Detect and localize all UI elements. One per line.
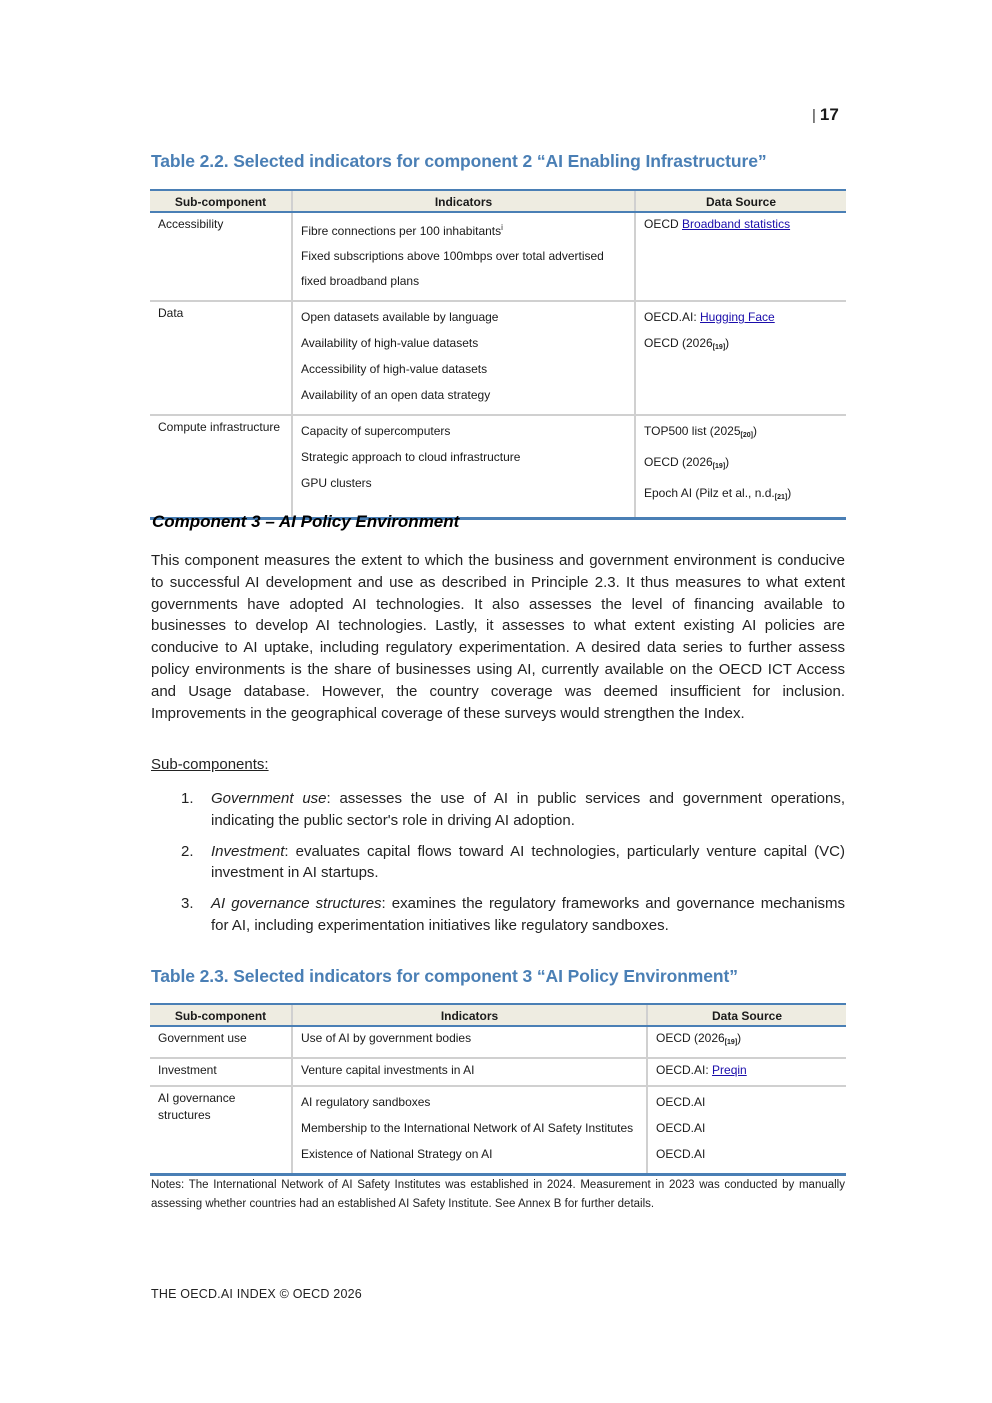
sub-component-cell: Data	[158, 306, 184, 320]
page-number-value: 17	[819, 105, 839, 124]
reference-marker: [20]	[740, 432, 753, 439]
data-source: OECD.AI	[656, 1147, 706, 1161]
list-number: 3.	[181, 895, 194, 913]
indicator: AI regulatory sandboxes	[301, 1095, 431, 1109]
preqin-link[interactable]: Preqin	[712, 1063, 747, 1077]
header-data-source: Data Source	[635, 190, 846, 212]
header-sub-component: Sub-component	[150, 1004, 292, 1026]
table-row	[150, 1058, 846, 1086]
table-row	[150, 1086, 846, 1175]
header-indicators: Indicators	[292, 190, 635, 212]
list-text: : assesses the use of AI in public services and government operations, indicating the public sector's role in driving AI adoption.	[211, 790, 846, 829]
data-source-cell: OECD Broadband statistics	[635, 212, 846, 301]
list-item	[181, 893, 845, 937]
sub-components-list	[181, 788, 845, 946]
indicator: GPU clusters	[301, 476, 372, 490]
list-number: 2.	[181, 842, 194, 860]
table-row	[150, 212, 846, 301]
indicators-cell	[292, 1086, 647, 1175]
footnote-marker: i	[501, 223, 503, 232]
indicator: Availability of high-value datasets	[301, 336, 479, 350]
indicator: Capacity of supercomputers	[301, 424, 451, 438]
header-data-source: Data Source	[647, 1004, 846, 1026]
data-source: OECD $(2026_{[19]})$	[644, 455, 730, 470]
data-source: Epoch AI (Pilz et al., $n.d._{[21]}$)	[644, 486, 792, 501]
data-source-cell	[635, 301, 846, 415]
reference-marker: [21]	[774, 494, 788, 501]
list-text: : evaluates capital flows toward AI technologies, particularly venture capital (VC) investment in AI startups.	[211, 842, 845, 882]
data-source: OECD.AI	[656, 1121, 706, 1135]
indicators-cell: Venture capital investments in AI	[292, 1058, 647, 1086]
page-number	[812, 105, 839, 125]
table-row	[150, 301, 846, 415]
indicators-cell	[292, 212, 635, 301]
table-notes: Notes: The International Network of AI Safety Institutes was established in 2024. Measurement in 2023 was conducted by manually assessing whether countries had an established AI Safety Institute. See Annex B for further details.	[151, 1179, 845, 1210]
hugging-face-link[interactable]: Hugging Face	[700, 310, 775, 324]
data-source-cell	[635, 415, 846, 519]
reference-marker: [19]	[712, 463, 726, 470]
table-row	[150, 415, 846, 519]
sub-component-cell: Accessibility	[158, 217, 224, 231]
list-text: : examines the regulatory frameworks and governance mechanisms for AI, including experimentation initiatives like regulatory sandboxes.	[211, 895, 845, 934]
indicator: Availability of an open data strategy	[301, 388, 491, 402]
indicator: Strategic approach to cloud infrastructure	[301, 450, 521, 464]
table-2-2	[150, 189, 846, 520]
reference-marker: [19]	[712, 344, 726, 351]
sub-components-label: Sub-components:	[151, 756, 269, 773]
sub-component-cell: AI governance structures	[158, 1091, 236, 1122]
data-source-cell	[647, 1086, 846, 1175]
data-source-cell: OECD.AI: Preqin	[647, 1058, 846, 1086]
sub-component-cell: Investment	[158, 1063, 217, 1077]
broadband-statistics-link[interactable]: Broadband statistics	[682, 217, 791, 231]
indicator: Fibre connections per 100 inhabitants$^i$	[301, 223, 503, 238]
data-source: OECD.AI: Hugging Face	[644, 310, 775, 324]
indicator: Accessibility of high-value datasets	[301, 362, 488, 376]
component-3-paragraph: This component measures the extent to which the business and government environment is conducive to successful AI development and use as described in Principle 2.3. It thus measures to what extent governments have adopted AI technologies. It also assesses the level of financing available to businesses to develop AI technologies. Lastly, it assesses to what extent existing AI policies are conducive to AI uptake, including regulatory experimentation. A desired data series to further assess policy environments is the share of businesses using AI, currently available on the OECD ICT Access and Usage database. However, the country coverage was deemed insufficient for inclusion. Improvements in the geographical coverage of these surveys would strengthen the Index.	[151, 552, 845, 722]
list-number: 1.	[181, 790, 194, 807]
indicator: Membership to the International Network of AI Safety Institutes	[301, 1121, 634, 1135]
page-footer: THE OECD.AI INDEX © OECD 2026	[151, 1287, 362, 1301]
list-item	[181, 788, 845, 832]
sub-component-cell: Compute infrastructure	[158, 420, 281, 434]
header-indicators: Indicators	[292, 1004, 647, 1026]
reference-marker: [19]	[724, 1039, 738, 1046]
table-row	[150, 1026, 846, 1058]
indicators-cell	[292, 301, 635, 415]
table-2-2-caption: Table 2.2. Selected indicators for component 2 “AI Enabling Infrastructure”	[151, 151, 767, 171]
indicators-cell	[292, 415, 635, 519]
indicators-cell: Use of AI by government bodies	[292, 1026, 647, 1058]
list-term: Government use	[211, 790, 327, 807]
header-sub-component: Sub-component	[150, 190, 292, 212]
indicator: Open datasets available by language	[301, 310, 499, 324]
list-item	[181, 841, 845, 885]
list-term: AI governance structures	[211, 895, 382, 913]
component-3-heading: Component 3 – AI Policy Environment	[152, 512, 460, 531]
table-header-row	[150, 1004, 846, 1026]
data-source: TOP500 list $(2025_{[20]})$	[644, 424, 757, 439]
sub-component-cell: Government use	[158, 1031, 247, 1045]
table-2-3	[150, 1003, 846, 1176]
data-source: OECD.AI	[656, 1095, 706, 1109]
table-2-3-caption: Table 2.3. Selected indicators for component 3 “AI Policy Environment”	[151, 966, 738, 986]
data-source: OECD $(2026_{[19]})$	[644, 336, 730, 351]
indicator: Fixed subscriptions above 100mbps over total advertised fixed broadband plans	[301, 249, 604, 288]
list-term: Investment	[211, 842, 285, 860]
indicator: Existence of National Strategy on AI	[301, 1147, 493, 1161]
table-header-row	[150, 190, 846, 212]
page-number-bar: |	[812, 107, 816, 124]
data-source-cell: OECD $(2026_{[19]})$	[647, 1026, 846, 1058]
